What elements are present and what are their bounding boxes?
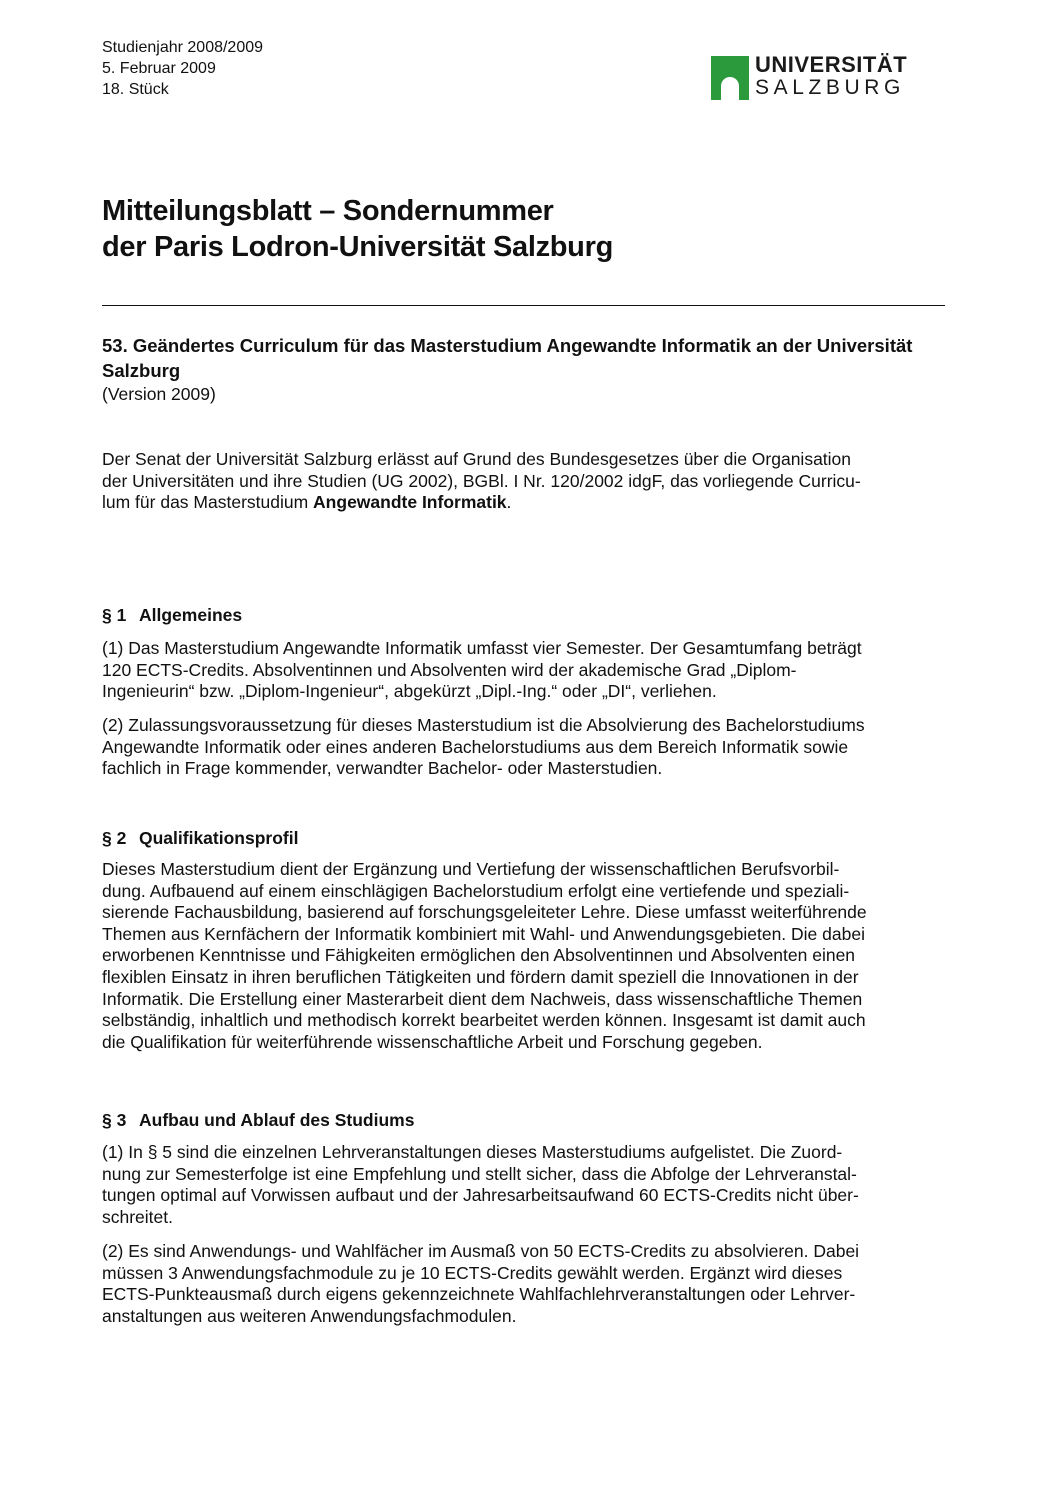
- title-divider: [102, 305, 945, 306]
- academic-year: Studienjahr 2008/2009: [102, 39, 264, 56]
- text-line: selbständig, inhaltlich und methodisch korrekt bearbeitet werden können. Insgesamt ist damit auch: [102, 1010, 866, 1031]
- text-line: dung. Aufbauend auf einem einschlägigen Bachelorstudium erfolgt eine vertiefende und speziali-: [102, 880, 850, 901]
- section-1-heading: [102, 604, 242, 626]
- section-2-paragraph-1: [102, 859, 952, 1053]
- text-line: 120 ECTS-Credits. Absolventinnen und Absolventen wird der akademische Grad „Diplom-: [102, 659, 797, 680]
- text-line: schreitet.: [102, 1206, 173, 1227]
- text-line: die Qualifikation für weiterführende wissenschaftliche Arbeit und Forschung gegeben.: [102, 1031, 763, 1052]
- study-program-name: Angewandte Informatik: [313, 492, 507, 513]
- arch-logo-icon: [711, 56, 749, 100]
- text-line: (2) Es sind Anwendungs- und Wahlfächer im Ausmaß von 50 ECTS-Credits zu absolvieren. Dabei: [102, 1241, 860, 1261]
- text-line: ECTS-Punkteausmaß durch eigens gekennzeichnete Wahlfachlehrveranstaltungen oder Lehrver-: [102, 1284, 856, 1305]
- section-number: § 3: [102, 1110, 127, 1130]
- text-line: Ingenieurin“ bzw. „Diplom-Ingenieur“, abgekürzt „Dipl.-Ing.“ oder „DI“, verliehen.: [102, 681, 717, 702]
- section-title: Qualifikationsprofil: [139, 828, 299, 848]
- text-line: Themen aus Kernfächern der Informatik kombiniert mit Wahl- und Anwendungsgebieten. Die dabei: [102, 923, 865, 944]
- text-line: (2) Zulassungsvoraussetzung für dieses Masterstudium ist die Absolvierung des Bachelorstudiums: [102, 715, 865, 735]
- title-line-2: der Paris Lodron-Universität Salzburg: [102, 231, 613, 263]
- text-line: Angewandte Informatik oder eines anderen Bachelorstudiums aus dem Bereich Informatik sowie: [102, 736, 849, 757]
- section-2-heading: [102, 827, 298, 849]
- logo-text-line2: SALZBURG: [755, 76, 905, 99]
- text-line: sierende Fachausbildung, basierend auf forschungsgeleiteter Lehre. Diese umfasst weiterführende: [102, 902, 867, 923]
- section-number: § 2: [102, 828, 127, 848]
- text-line: Dieses Masterstudium dient der Ergänzung und Vertiefung der wissenschaftlichen Berufsvorbil-: [102, 859, 840, 879]
- intro-line: der Universitäten und ihre Studien (UG 2002), BGBl. I Nr. 120/2002 idgF, das vorliegende Curricu-: [102, 470, 861, 491]
- intro-paragraph: [102, 449, 952, 514]
- text-line: nung zur Semesterfolge ist eine Empfehlung und stellt sicher, dass die Abfolge der Lehrveranstal-: [102, 1163, 857, 1184]
- section-number: § 1: [102, 605, 127, 625]
- text-line: fachlich in Frage kommender, verwandter Bachelor- oder Masterstudien.: [102, 758, 663, 779]
- text-line: Informatik. Die Erstellung einer Masterarbeit dient dem Nachweis, dass wissenschaftliche Themen: [102, 988, 863, 1009]
- text-line: anstaltungen aus weiteren Anwendungsfachmodulen.: [102, 1305, 517, 1326]
- text-line: tungen optimal auf Vorwissen aufbaut und der Jahresarbeitsaufwand 60 ECTS-Credits nicht über-: [102, 1185, 859, 1206]
- text-line: flexiblen Einsatz in ihren beruflichen Tätigkeiten und fördern damit speziell die Innovationen in der: [102, 966, 859, 987]
- document-meta: [102, 37, 263, 100]
- logo-text-line1: UNIVERSITÄT: [755, 52, 908, 77]
- intro-line: lum für das Masterstudium Angewandte Informatik.: [102, 492, 512, 513]
- section-3-paragraph-2: [102, 1241, 952, 1327]
- section-3-heading: [102, 1109, 414, 1131]
- issue-number: 18. Stück: [102, 81, 169, 98]
- section-3-paragraph-1: [102, 1142, 952, 1228]
- university-logo: [711, 52, 921, 104]
- section-1-paragraph-2: [102, 715, 952, 780]
- curriculum-version: (Version 2009): [102, 384, 216, 404]
- section-title: Allgemeines: [139, 605, 243, 625]
- section-title: Aufbau und Ablauf des Studiums: [139, 1110, 415, 1130]
- issue-date: 5. Februar 2009: [102, 60, 216, 77]
- text-line: erworbenen Kenntnisse und Fähigkeiten ermöglichen den Absolventinnen und Absolventen einen: [102, 945, 856, 966]
- curriculum-heading: 53. Geändertes Curriculum für das Masterstudium Angewandte Informatik an der Universität Salzburg: [102, 335, 913, 381]
- text-line: (1) Das Masterstudium Angewandte Informatik umfasst vier Semester. Der Gesamtumfang beträgt: [102, 638, 862, 658]
- text-line: (1) In § 5 sind die einzelnen Lehrveranstaltungen dieses Masterstudiums aufgelistet. Die Zuord-: [102, 1142, 843, 1162]
- section-1-paragraph-1: [102, 638, 952, 703]
- document-title: [102, 193, 613, 265]
- intro-line: Der Senat der Universität Salzburg erlässt auf Grund des Bundesgesetzes über die Organisation: [102, 449, 852, 469]
- text-line: müssen 3 Anwendungsfachmodule zu je 10 ECTS-Credits gewählt werden. Ergänzt wird dieses: [102, 1262, 843, 1283]
- title-line-1: Mitteilungsblatt – Sondernummer: [102, 195, 554, 227]
